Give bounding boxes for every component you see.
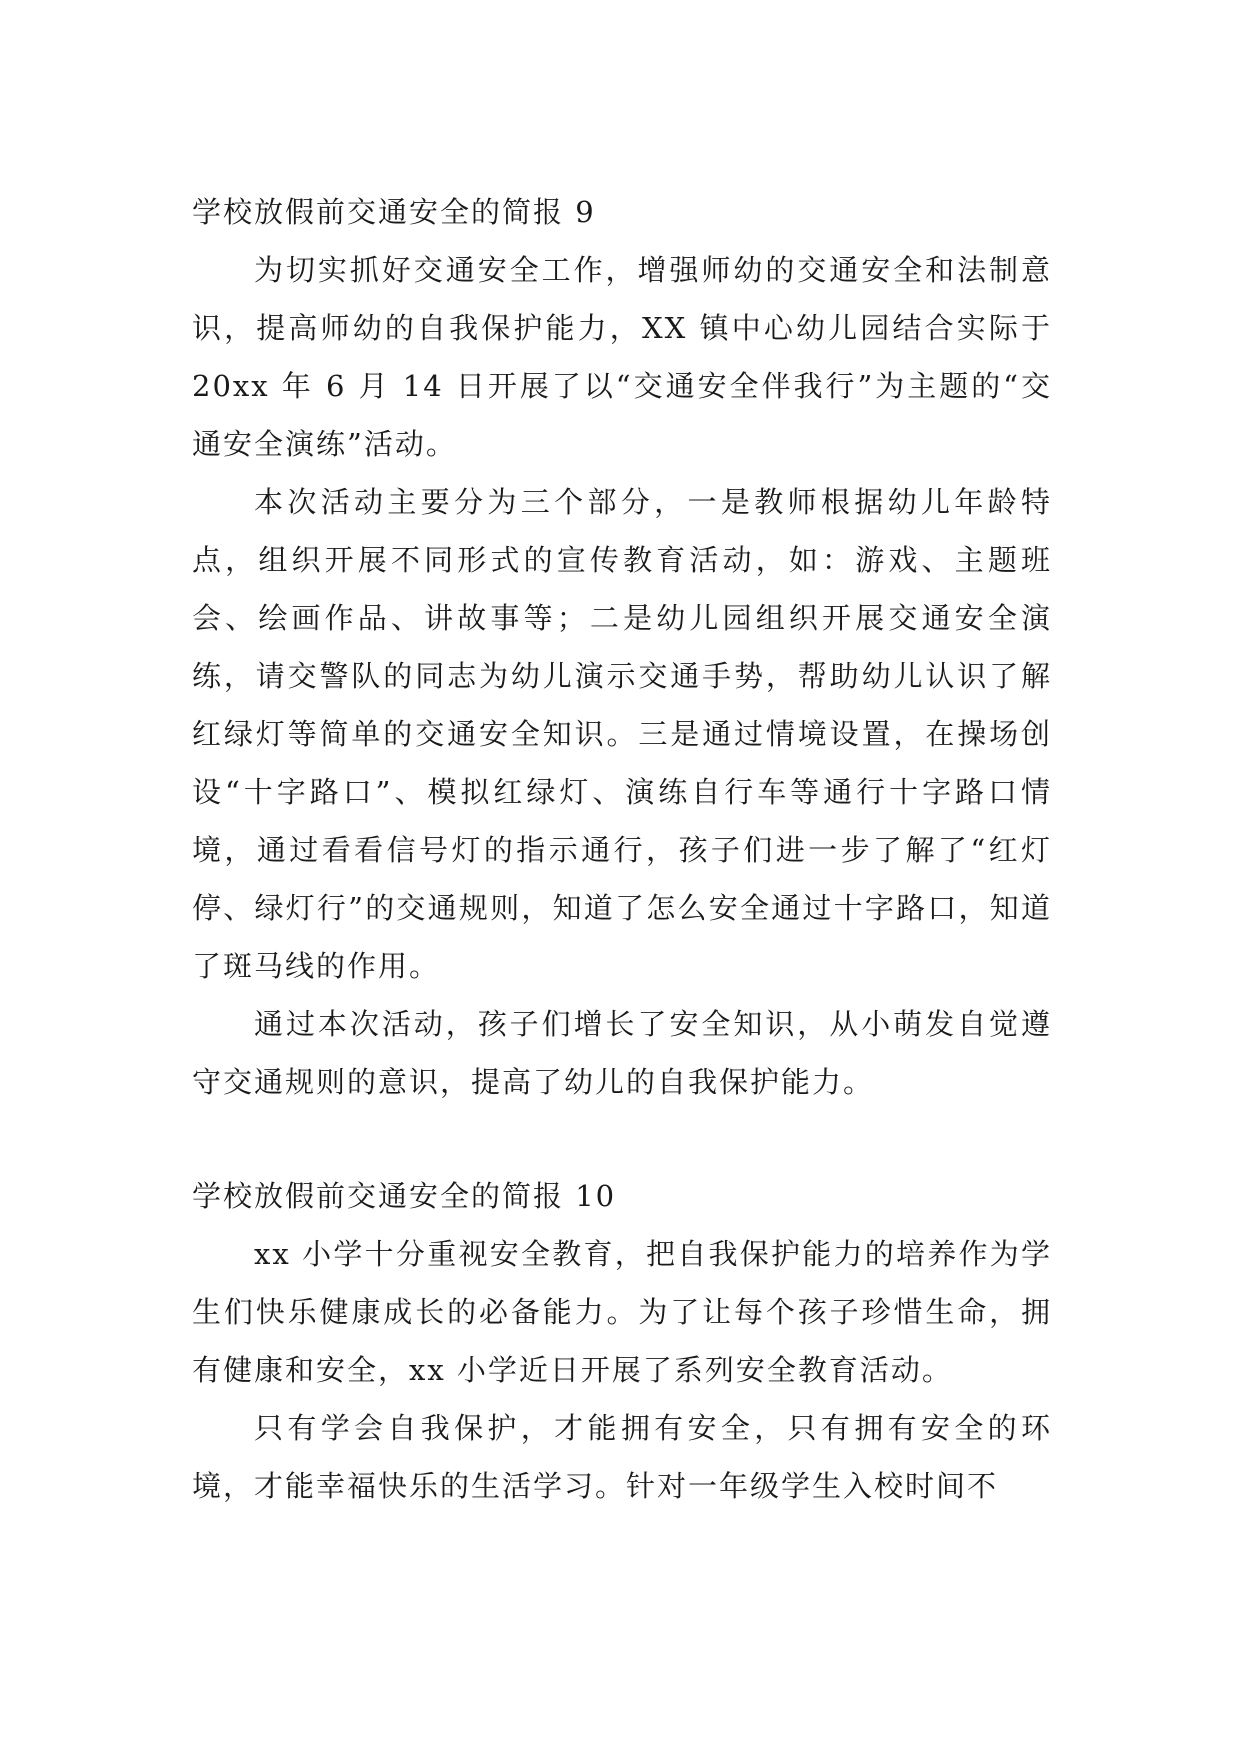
section-spacer bbox=[192, 1111, 1052, 1167]
paragraph: xx 小学十分重视安全教育，把自我保护能力的培养作为学生们快乐健康成长的必备能力。为了让每个孩子珍惜生命，拥有健康和安全，xx 小学近日开展了系列安全教育活动。 bbox=[192, 1237, 1052, 1387]
paragraph: 为切实抓好交通安全工作，增强师幼的交通安全和法制意识，提高师幼的自我保护能力，XX 镇中心幼儿园结合实际于 20xx 年 6 月 14 日开展了以“交通安全伴我行”为主题的“交通安全演练”活动。 bbox=[192, 253, 1052, 461]
paragraph: 通过本次活动，孩子们增长了安全知识，从小萌发自觉遵守交通规则的意识，提高了幼儿的自我保护能力。 bbox=[192, 1007, 1052, 1099]
section-title: 学校放假前交通安全的简报 9 bbox=[192, 195, 596, 229]
document-body bbox=[192, 183, 1052, 1515]
paragraph: 只有学会自我保护，才能拥有安全，只有拥有安全的环境，才能幸福快乐的生活学习。针对一年级学生入校时间不 bbox=[192, 1411, 1052, 1503]
section-title: 学校放假前交通安全的简报 10 bbox=[192, 1179, 617, 1213]
paragraph: 本次活动主要分为三个部分，一是教师根据幼儿年龄特点，组织开展不同形式的宣传教育活动，如：游戏、主题班会、绘画作品、讲故事等；二是幼儿园组织开展交通安全演练，请交警队的同志为幼儿演示交通手势，帮助幼儿认识了解红绿灯等简单的交通安全知识。三是通过情境设置，在操场创设“十字路口”、模拟红绿灯、演练自行车等通行十字路口情境，通过看看信号灯的指示通行，孩子们进一步了解了“红灯停、绿灯行”的交通规则，知道了怎么安全通过十字路口，知道了斑马线的作用。 bbox=[192, 485, 1052, 983]
